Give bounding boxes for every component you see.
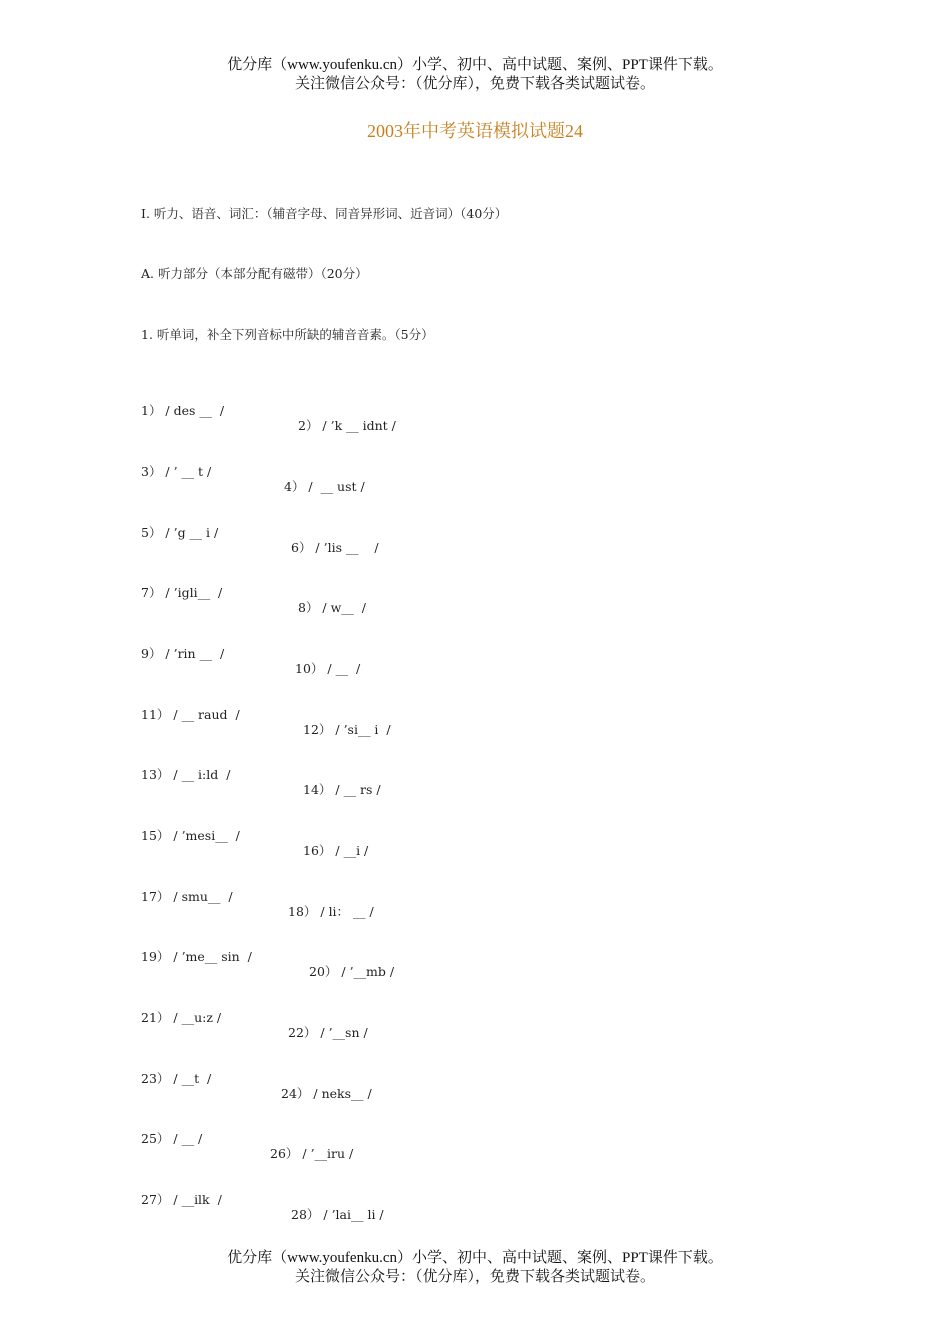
item-row <box>141 568 366 628</box>
item-row <box>141 932 395 992</box>
phonetic-item: 24） / neks__ / <box>281 1086 372 1101</box>
item-row <box>141 690 391 750</box>
page-header <box>0 56 950 94</box>
phonetic-item: 14） / __ rs / <box>303 782 381 797</box>
phonetic-item: 16） / __i / <box>303 843 369 858</box>
phonetic-item: 12） / ’si__ i / <box>303 722 391 737</box>
phonetic-item: 15） / ’mesi__ / <box>141 828 240 843</box>
item-row <box>141 872 374 932</box>
phonetic-item: 5） / ’g __ i / <box>141 525 219 540</box>
phonetic-item: 10） / __ / <box>295 661 361 676</box>
page-footer <box>0 1249 950 1287</box>
item-row <box>141 1114 354 1174</box>
phonetic-item: 26） / ’__iru / <box>270 1146 354 1161</box>
phonetic-item: 19） / ’me__ sin / <box>141 949 252 964</box>
phonetic-item: 13） / __ i:ld / <box>141 767 231 782</box>
phonetic-item: 9） / ’rin __ / <box>141 646 225 661</box>
phonetic-item: 25） / __ / <box>141 1131 203 1146</box>
phonetic-item: 20） / ’__mb / <box>309 964 395 979</box>
phonetic-item: 4） / __ ust / <box>284 479 365 494</box>
phonetic-item: 6） / ’lis __ / <box>291 540 379 555</box>
item-row <box>141 386 396 446</box>
phonetic-item: 7） / ’igli__ / <box>141 585 223 600</box>
item-row <box>141 508 379 568</box>
footer-line-2: 关注微信公众号：（优分库），免费下载各类试题试卷。 <box>294 1269 655 1285</box>
header-line-1: 优分库（www.youfenku.cn）小学、初中、高中试题、案例、PPT课件下载。 <box>227 57 723 73</box>
phonetic-item: 21） / __u:z / <box>141 1010 222 1025</box>
item-row <box>141 1175 384 1235</box>
question-1-instruction: 1. 听单词，补全下列音标中所缺的辅音音素。（5分） <box>141 327 434 342</box>
item-row <box>141 629 361 689</box>
header-line-2: 关注微信公众号：（优分库），免费下载各类试题试卷。 <box>294 76 655 92</box>
document-title: 2003年中考英语模拟试题24 <box>367 121 583 141</box>
item-row <box>141 447 365 507</box>
item-row <box>141 811 369 871</box>
phonetic-item: 1） / des __ / <box>141 403 225 418</box>
phonetic-item: 22） / ’__sn / <box>288 1025 368 1040</box>
phonetic-item: 11） / __ raud / <box>141 707 240 722</box>
section-heading-part-a: A. 听力部分（本部分配有磁带）（20分） <box>141 266 368 281</box>
phonetic-item: 17） / smu__ / <box>141 889 233 904</box>
item-row <box>141 750 381 810</box>
phonetic-item: 18） / li： __ / <box>288 904 374 919</box>
phonetic-item: 28） / ’lai__ li / <box>291 1207 384 1222</box>
phonetic-item: 2） / ’k __ idnt / <box>298 418 396 433</box>
footer-line-1: 优分库（www.youfenku.cn）小学、初中、高中试题、案例、PPT课件下载。 <box>227 1250 723 1266</box>
item-row <box>141 1054 372 1114</box>
phonetic-item: 27） / __ilk / <box>141 1192 222 1207</box>
section-heading-part-1: I. 听力、语音、词汇：（辅音字母、同音异形词、近音词）（40分） <box>141 206 508 221</box>
item-row <box>141 993 368 1053</box>
phonetic-item: 23） / __t / <box>141 1071 212 1086</box>
phonetic-item: 3） / ’ __ t / <box>141 464 212 479</box>
phonetic-item: 8） / w__ / <box>298 600 366 615</box>
